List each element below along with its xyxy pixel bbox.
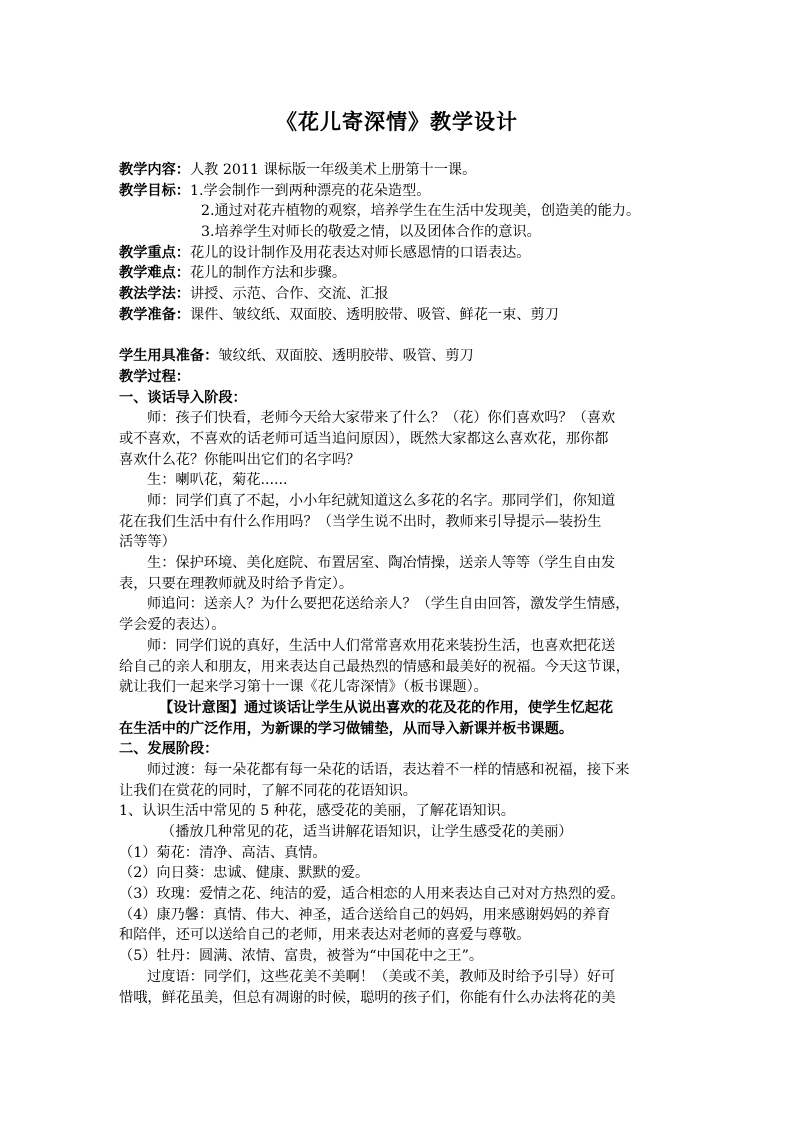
list-heading: 1、认识生活中常见的 5 种花，感受花的美丽，了解花语知识。 xyxy=(119,803,515,820)
paragraph-line: 给自己的亲人和朋友，用来表达自己最热烈的情感和最美好的祝福。今天这节课， xyxy=(119,658,630,675)
paragraph-line: 或不喜欢，不喜欢的话老师可适当追问原因），既然大家都这么喜欢花，那你都 xyxy=(119,430,609,447)
difficulty-label: 教学难点： xyxy=(119,265,190,282)
teaching-goal-line xyxy=(119,181,677,202)
method-text: 讲授、示范、合作、交流、汇报 xyxy=(189,286,389,303)
preparation-line xyxy=(119,305,677,326)
section-2-heading: 二、发展阶段： xyxy=(119,741,219,758)
flower-item: （2）向日葵：忠诚、健康、默默的爱。 xyxy=(119,865,370,882)
difficulty-line xyxy=(119,263,677,284)
document-body xyxy=(119,160,677,1008)
design-intent-line: 【设计意图】通过谈话让学生从说出喜欢的花及花的作用，使学生忆起花 xyxy=(159,699,614,716)
flower-item: （3）玫瑰：爱情之花、纯洁的爱，适合相恋的人用来表达自己对对方热烈的爱。 xyxy=(119,886,625,903)
paragraph-line: 过度语：同学们，这些花美不美啊！（美或不美，教师及时给予引导）好可 xyxy=(147,968,616,985)
key-point-line xyxy=(119,243,677,264)
method-line xyxy=(119,284,677,305)
teaching-goal-label: 教学目标： xyxy=(119,182,190,199)
difficulty-text: 花儿的制作方法和步骤。 xyxy=(189,265,347,282)
paragraph-line: 师：孩子们快看，老师今天给大家带来了什么？（花）你们喜欢吗？（喜欢 xyxy=(147,410,616,427)
preparation-text: 课件、皱纹纸、双面胶、透明胶带、吸管、鲜花一束、剪刀 xyxy=(189,306,559,323)
teaching-content-text: 人教 2011 课标版一年级美术上册第十一课。 xyxy=(189,162,477,178)
teaching-goal-3: 3.培养学生对师长的敬爱之情，以及团体合作的意识。 xyxy=(201,224,541,241)
paragraph-line: 就让我们一起来学习第十一课《花儿寄深情》（板书课题）。 xyxy=(119,679,488,696)
design-intent-line: 在生活中的广泛作用，为新课的学习做铺垫，从而导入新课并板书课题。 xyxy=(119,720,574,737)
teaching-goal-1: 1.学会制作一到两种漂亮的花朵造型。 xyxy=(189,182,431,199)
student-tools-label: 学生用具准备： xyxy=(119,348,219,365)
teaching-content-label: 教学内容： xyxy=(119,162,190,178)
key-point-label: 教学重点： xyxy=(119,244,190,261)
paragraph-line: 学会爱的表达）。 xyxy=(119,617,226,634)
flower-item: （5）牡丹：圆满、浓情、富贵，被誉为“中国花中之王”。 xyxy=(119,948,484,965)
teaching-process-heading: 教学过程： xyxy=(119,368,190,385)
paragraph-line: 惜哦，鲜花虽美，但总有凋谢的时候，聪明的孩子们，你能有什么办法将花的美 xyxy=(119,989,616,1006)
preparation-label: 教学准备： xyxy=(119,306,190,323)
flower-item: （4）康乃馨：真情、伟大、神圣，适合送给自己的妈妈，用来感谢妈妈的养育 xyxy=(119,906,611,923)
paragraph-line: 花在我们生活中有什么作用吗？（当学生说不出时，教师来引导提示—装扮生 xyxy=(119,513,602,530)
key-point-text: 花儿的设计制作及用花表达对师长感恩情的口语表达。 xyxy=(189,244,531,261)
blank-line xyxy=(119,326,677,347)
document-title: 《花儿寄深情》教学设计 xyxy=(276,110,518,134)
paragraph-line: 生：保护环境、美化庭院、布置居室、陶冶情操，送亲人等等（学生自由发 xyxy=(147,555,616,572)
student-tools-text: 皱纹纸、双面胶、透明胶带、吸管、剪刀 xyxy=(218,348,474,365)
section-1-heading: 一、谈话导入阶段： xyxy=(119,389,247,406)
paragraph-line: 活等等） xyxy=(119,534,176,551)
paragraph-line: （播放几种常见的花，适当讲解花语知识，让学生感受花的美丽） xyxy=(161,824,573,840)
flower-item: （1）菊花：清净、高洁、真情。 xyxy=(119,844,327,861)
paragraph-line: 表，只要在理教师就及时给予肯定）。 xyxy=(119,575,354,592)
teaching-goal-2: 2.通过对花卉植物的观察，培养学生在生活中发现美，创造美的能力。 xyxy=(201,203,641,220)
paragraph-line: 生：喇叭花，菊花...... xyxy=(147,472,288,489)
paragraph-line: 喜欢什么花？你能叫出它们的名字吗？ xyxy=(119,451,361,468)
paragraph-line: 师：同学们真了不起，小小年纪就知道这么多花的名字。那同学们，你知道 xyxy=(147,493,616,509)
flower-item: 和陪伴，还可以送给自己的老师，用来表达对老师的喜爱与尊敬。 xyxy=(119,927,531,944)
student-tools-line xyxy=(119,346,677,367)
paragraph-line: 师过渡：每一朵花都有每一朵花的话语，表达着不一样的情感和祝福，接下来 xyxy=(147,761,630,778)
paragraph-line: 让我们在赏花的同时，了解不同花的花语知识。 xyxy=(119,782,417,799)
teaching-content-line xyxy=(119,160,677,181)
paragraph-line: 师追问：送亲人？为什么要把花送给亲人？（学生自由回答，激发学生情感， xyxy=(147,596,630,613)
paragraph-line: 师：同学们说的真好，生活中人们常常喜欢用花来装扮生活，也喜欢把花送 xyxy=(147,637,616,654)
method-label: 教法学法： xyxy=(119,286,190,303)
